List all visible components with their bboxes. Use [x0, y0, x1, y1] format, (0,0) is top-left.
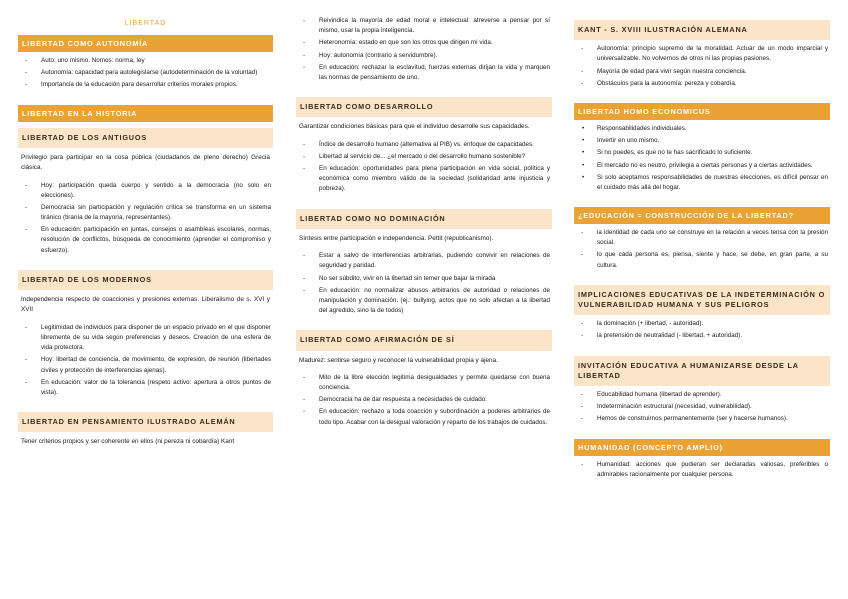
list-item: - No ser súbdito, vivir en la libertad sin temer que bajar la mirada: [298, 274, 550, 284]
list-item: - Hemos de construirnos permanentemente (ser y hacerse humanos).: [576, 414, 828, 424]
section-lead: Síntesis entre participación e independencia. Pettit (republicanismo).: [299, 234, 494, 242]
list-item: • Invertir en uno mismo.: [576, 136, 828, 146]
list-item: • El mercado no es neutro, privilegia a ciertas personas y a ciertas actividades.: [576, 161, 828, 171]
list-item: - Indeterminación estructural (necesidad, vulnerabilidad).: [576, 402, 828, 412]
section-header: ¿EDUCACIÓN = CONSTRUCCIÓN DE LA LIBERTAD?: [574, 207, 830, 224]
bullet-list: [296, 14, 552, 87]
section-modernos: [18, 270, 273, 402]
section-header: LIBERTAD COMO DESARROLLO: [296, 97, 552, 117]
list-item: - la pretensión de neutralidad (- libertad, + autoridad).: [576, 331, 828, 341]
section-lead: Privilegio para participar en la cosa pública (ciudadanos de pleno derecho) Grecia clásica.: [21, 153, 270, 172]
section-antiguos: [18, 128, 273, 260]
column-right: [574, 20, 830, 494]
section-aleman: [18, 412, 273, 451]
list-item: - Mito de la libre elección legitima desigualdades y permite quedarse con buena conciencia.: [298, 373, 550, 393]
list-item: - Heteronomía: estado en que son los otros que dirigen mi vida.: [298, 38, 550, 48]
section-header: KANT - S. XVIII ILUSTRACIÓN ALEMANA: [574, 20, 830, 40]
list-item: - Estar a salvo de interferencias arbitrarias, pudiendo convivir en relaciones de seguridad y paridad.: [298, 251, 550, 271]
list-item: - lo que cada persona es, piensa, siente y hace, se debe, en gran parte, a su cultura.: [576, 250, 828, 270]
section-invitacion: [574, 356, 830, 429]
section-header: LIBERTAD HOMO ECONOMICUS: [574, 103, 830, 120]
list-item: - Hoy: participación queda cuerpo y sentido a la democracia (no solo en elecciones).: [20, 181, 271, 201]
section-homo-economicus: [574, 103, 830, 197]
section-header: LIBERTAD COMO AFIRMACIÓN DE SÍ: [296, 330, 552, 350]
list-item: - Índice de desarrollo humano (alternativa al PIB) vs. enfoque de capacidades.: [298, 140, 550, 150]
list-item: • Responsabilidades individuales.: [576, 124, 828, 134]
list-item: - En educación: no normalizar abusos arbitrarios de autoridad o relaciones de manipulación y dominación. (ej.: bullying, actos que no solo afectan a la libertad del agredido, sino la de todos): [298, 286, 550, 317]
list-item: - En educación: rechazar la esclavitud, fuerzas externas dirijan la vida y marquen las normas de pensamiento de uno.: [298, 63, 550, 83]
list-item: - Importancia de la educación para desarrollar criterios morales propios.: [20, 80, 271, 90]
column-middle: [296, 14, 552, 442]
list-item: - En educación: valor de la tolerancia (respeto activo: apertura a otros puntos de vista).: [20, 378, 271, 398]
section-header: HUMANIDAD (CONCEPTO AMPLIO): [574, 439, 830, 456]
list-item: - Mayoría de edad para vivir según nuestra conciencia.: [576, 67, 828, 77]
bullet-list: [574, 40, 830, 93]
bullet-list: [574, 386, 830, 429]
list-item: - Democracia sin participación y regulación crítica se transforma en un sistema tiránico (tiranía de la mayoría, representantes).: [20, 203, 271, 223]
section-lead: Garantizar condiciones básicas para que el individuo desarrolle sus capacidades.: [299, 123, 530, 131]
list-item: - Autonomía: capacidad para autolegislarse (autodeterminación de la voluntad): [20, 68, 271, 78]
section-header: LIBERTAD DE LOS ANTIGUOS: [18, 128, 273, 148]
section-kant: [574, 20, 830, 93]
section-desarrollo: [296, 97, 552, 199]
list-item: - la dominación (+ libertad, - autoridad).: [576, 319, 828, 329]
section-lead: Madurez: sentirse seguro y reconocer la vulnerabilidad propia y ajena.: [299, 356, 498, 364]
section-aleman-continued: [296, 14, 552, 87]
list-item: - En educación: participación en juntas, consejos o asambleas escolares, normas, resolución de conflictos, búsqueda de conocimiento (aprender el compromiso y esfuerzo).: [20, 225, 271, 256]
list-item: - Legitimidad de individuos para disponer de un espacio privado en el que disponer libremente de su vida según preferencias y deseos. Creación de una esfera de vida protectora.: [20, 323, 271, 354]
bullet-list: [18, 319, 273, 402]
list-item: • Si no puedes, es que no te has sacrificado lo suficiente.: [576, 148, 828, 158]
list-item: - En educación: oportunidades para plena participación en vida social, política y económica como miembro válido de la sociedad (solidaridad ante injusticia y pobreza).: [298, 164, 550, 195]
section-header: INVITACIÓN EDUCATIVA A HUMANIZARSE DESDE LA LIBERTAD: [574, 356, 830, 386]
section-header: LIBERTAD DE LOS MODERNOS: [18, 270, 273, 290]
bullet-list: [18, 52, 273, 95]
section-autonomia: [18, 35, 273, 95]
section-humanidad: [574, 439, 830, 484]
bullet-list: [296, 136, 552, 199]
section-header: LIBERTAD COMO NO DOMINACIÓN: [296, 209, 552, 229]
section-implicaciones: [574, 285, 830, 346]
bullet-list: [18, 177, 273, 260]
list-item: - Humanidad: acciones que pudieran ser declaradas valiosas, preferibles o admirables racionalmente por cualquier persona.: [576, 460, 828, 480]
bullet-list: [574, 456, 830, 484]
section-header: LIBERTAD COMO AUTONOMÍA: [18, 35, 273, 52]
list-item: - Auto: uno mismo. Nomos: norma, ley: [20, 56, 271, 66]
list-item: • Si solo aceptamos responsabilidades de nuestras elecciones, es difícil pensar en el cuidado más allá del hogar.: [576, 173, 828, 193]
list-item: - Reivindica la mayoría de edad moral e intelectual: atreverse a pensar por sí mismo, usar la propia inteligencia.: [298, 16, 550, 36]
bullet-list: [296, 247, 552, 320]
section-afirmacion: [296, 330, 552, 432]
bullet-list: [296, 369, 552, 432]
page-title: LIBERTAD: [124, 20, 167, 27]
section-educacion: [574, 207, 830, 275]
section-lead: Independencia respecto de coacciones y presiones externas. Liberalismo de s. XVI y XVII: [21, 296, 270, 314]
bullet-list: [574, 315, 830, 345]
section-header: LIBERTAD EN PENSAMIENTO ILUSTRADO ALEMÁN: [18, 412, 273, 432]
list-item: - Hoy: autonomía (contrario a servidumbre).: [298, 51, 550, 61]
section-lead: Tener criterios propios y ser coherente en ellos (ni pereza ni cobardía) Kant: [21, 438, 235, 446]
list-item: - En educación: rechazo a toda coacción y subordinación a poderes arbitrarios de todo tipo. Acabar con la desigual valoración y reparto de los trabajos de cuidados.: [298, 407, 550, 427]
section-no-dominacion: [296, 209, 552, 321]
list-item: - Libertad al servicio de... ¿el mercado o del desarrollo humano sostenible?: [298, 152, 550, 162]
list-item: - Obstáculos para la autonomía: pereza y cobardía.: [576, 79, 828, 89]
bullet-list: [574, 224, 830, 275]
list-item: - la identidad de cada uno se construye en la relación a veces tensa con la presión social.: [576, 228, 828, 248]
column-left: [18, 14, 273, 461]
bullet-list: [574, 120, 830, 197]
section-header: IMPLICACIONES EDUCATIVAS DE LA INDETERMINACIÓN O VULNERABILIDAD HUMANA Y SUS PELIGROS: [574, 285, 830, 315]
list-item: - Autonomía: principio supremo de la moralidad. Actuar de un modo imparcial y universalizable. No volvernos de otros ni las propias pasiones.: [576, 44, 828, 64]
list-item: - Hoy: libertad de conciencia, de movimiento, de expresión, de reunión (libertades civiles y protección de interferencias ajenas).: [20, 355, 271, 375]
list-item: - Educabilidad humana (libertad de aprender).: [576, 390, 828, 400]
list-item: - Democracia ha de dar respuesta a necesidades de cuidado.: [298, 395, 550, 405]
section-header-historia: LIBERTAD EN LA HISTORIA: [18, 105, 273, 122]
